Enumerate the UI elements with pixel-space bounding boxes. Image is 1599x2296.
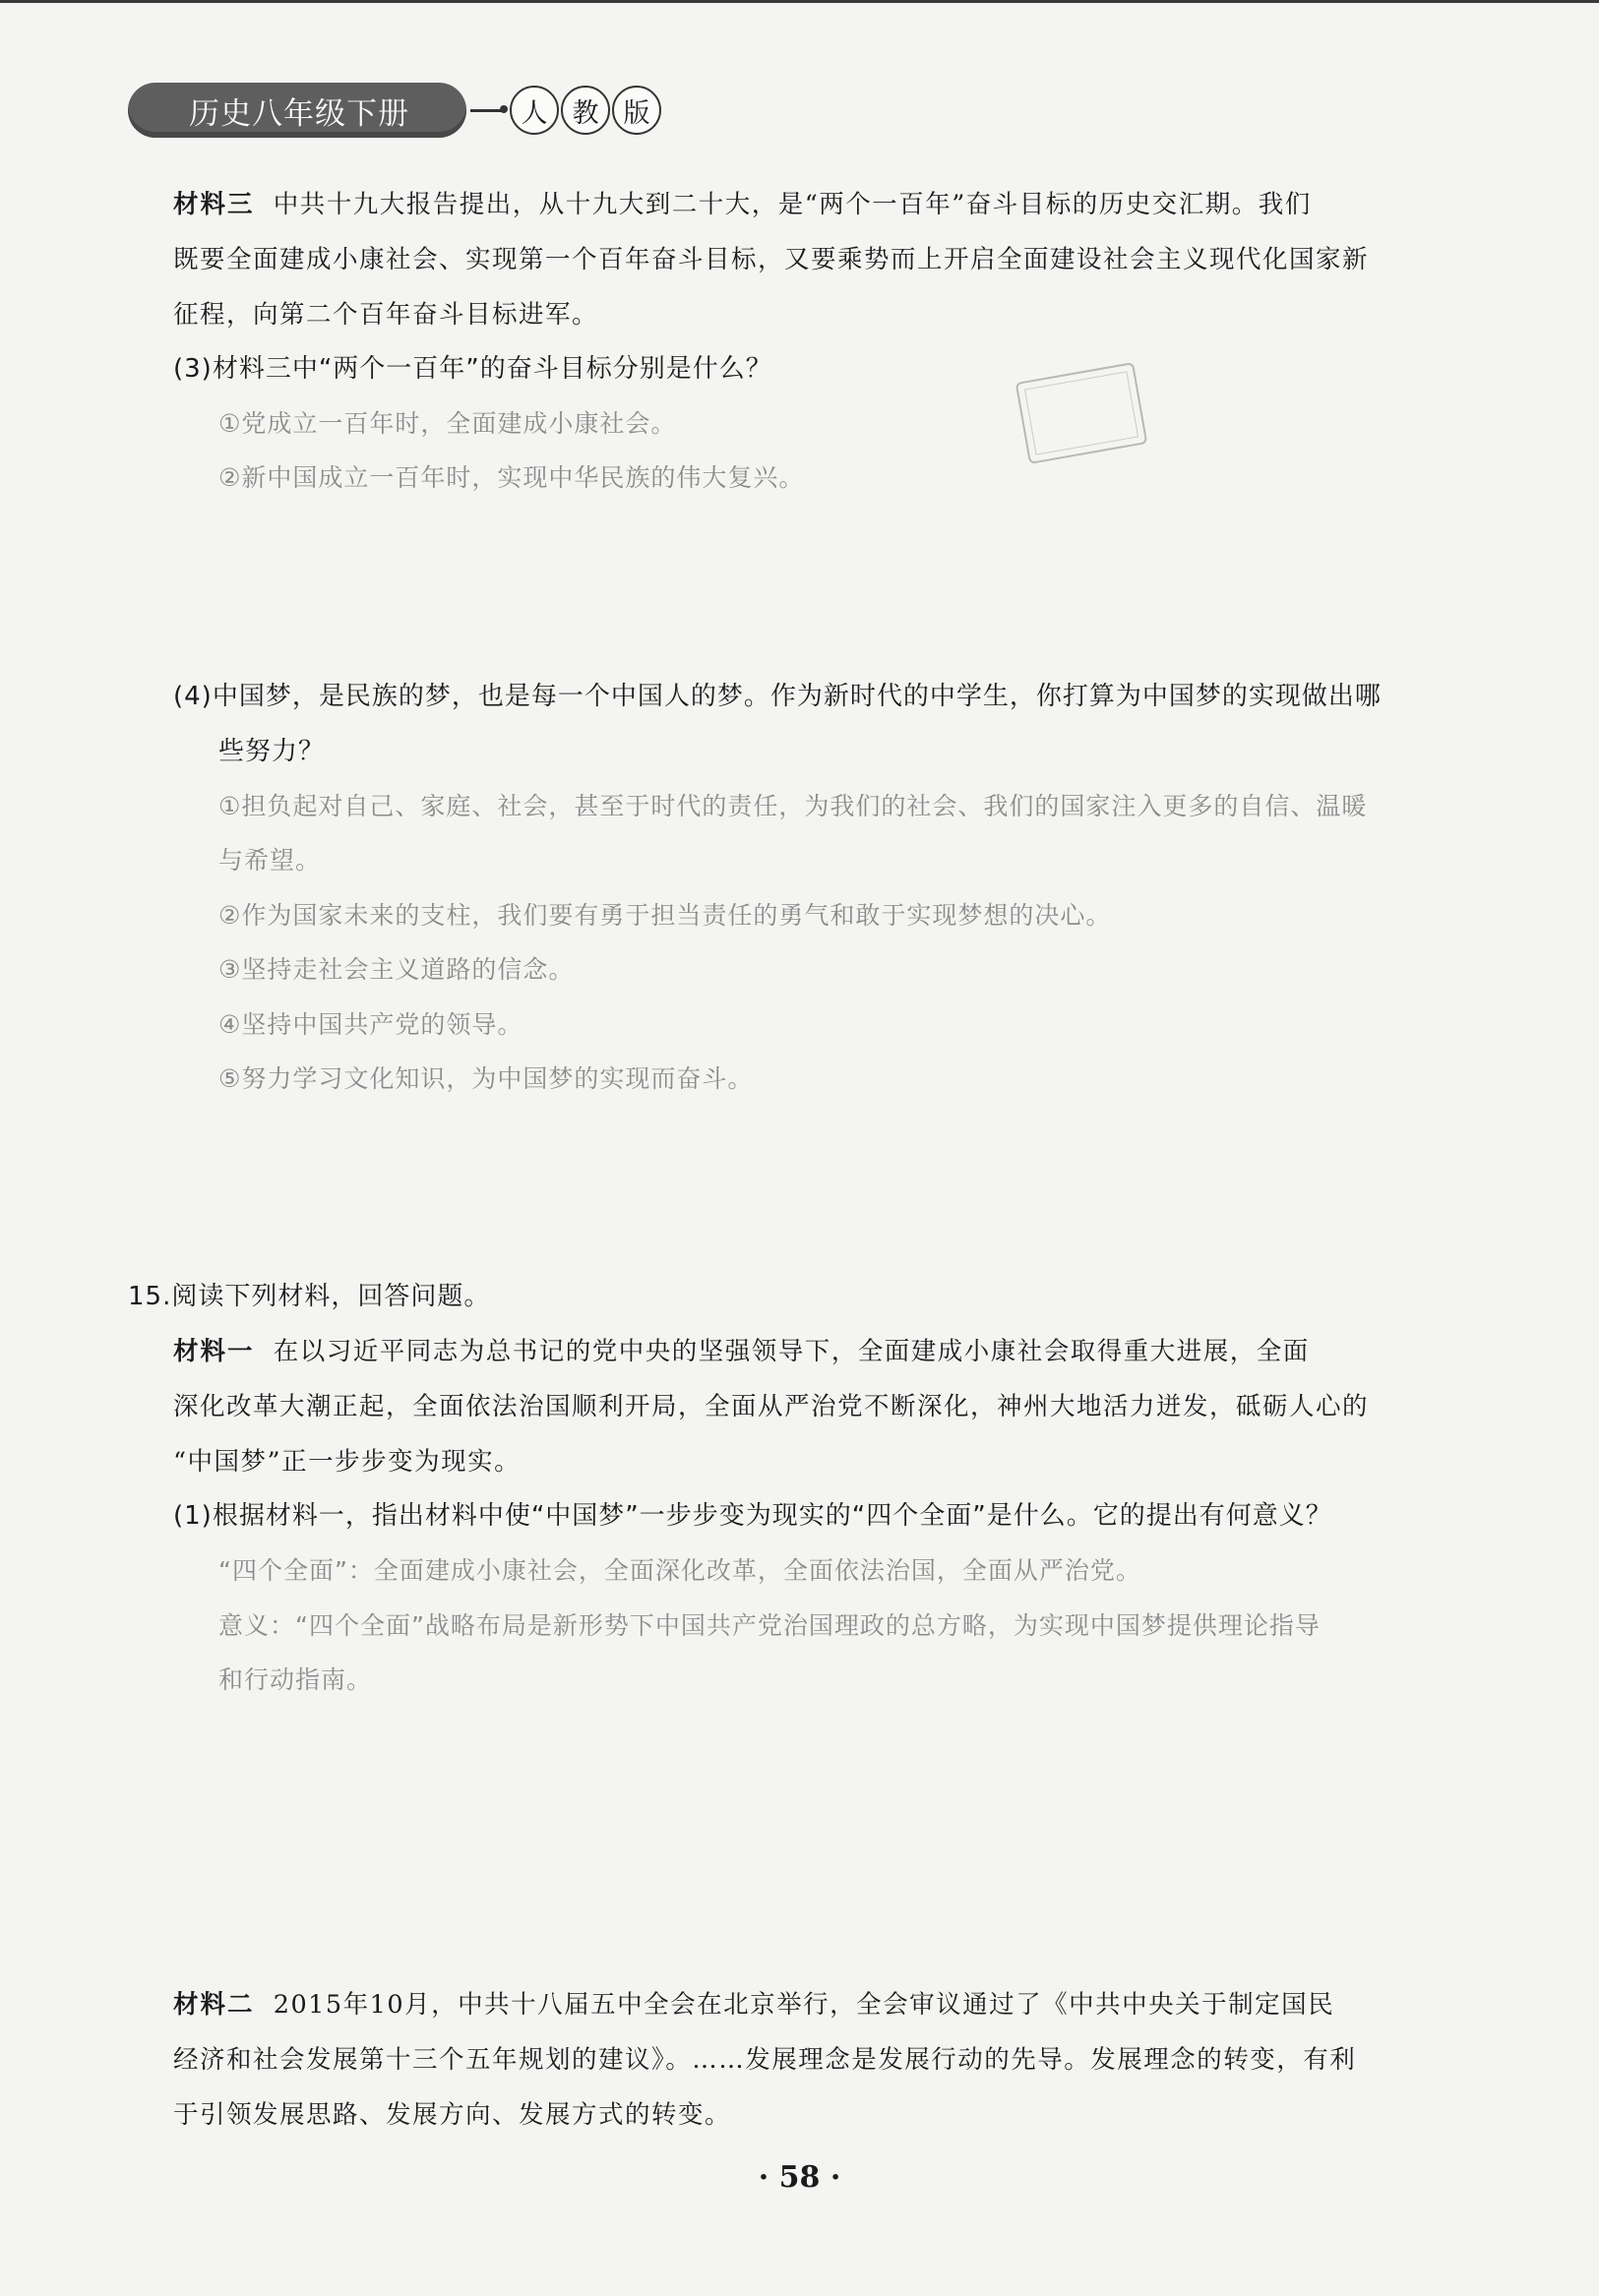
material2-line3: 于引领发展思路、发展方向、发展方式的转变。 <box>173 2100 732 2130</box>
answer-4-3: ③坚持走社会主义道路的信念。 <box>218 955 575 984</box>
material3-line2: 既要全面建成小康社会、实现第一个百年奋斗目标，又要乘势而上开启全面建设社会主义现代化国家新 <box>173 245 1370 274</box>
material3-label: 材料三 <box>173 190 255 219</box>
answer-15-1-2-line1: 意义：“四个全面”战略布局是新形势下中国共产党治国理政的总方略，为实现中国梦提供理论指导 <box>218 1611 1321 1640</box>
material1-label: 材料一 <box>173 1337 255 1366</box>
answer-15-1-2-line2: 和行动指南。 <box>218 1665 373 1694</box>
material2-line1 <box>173 1977 1452 2032</box>
page-number: · 58 · <box>758 2160 841 2195</box>
answer-4-5: ⑤努力学习文化知识，为中国梦的实现而奋斗。 <box>218 1064 754 1093</box>
answer-4-1-line1: ①担负起对自己、家庭、社会，甚至于时代的责任，为我们的社会、我们的国家注入更多的自信、温暖 <box>218 792 1368 820</box>
material1-line3: “中国梦”正一步步变为现实。 <box>173 1447 522 1477</box>
answer-4-2: ②作为国家未来的支柱，我们要有勇于担当责任的勇气和敢于实现梦想的决心。 <box>218 901 1112 930</box>
top-border <box>0 0 1599 3</box>
answer-3-2: ②新中国成立一百年时，实现中华民族的伟大复兴。 <box>218 463 805 492</box>
header-connector <box>470 109 504 112</box>
material1-line1 <box>173 1324 1452 1379</box>
question-15-title: 15.阅读下列材料，回答问题。 <box>128 1282 491 1311</box>
answer-4-1-line2: 与希望。 <box>218 846 322 875</box>
material3-text: 中共十九大报告提出，从十九大到二十大，是“两个一百年”奋斗目标的历史交汇期。我们 <box>273 190 1312 219</box>
material2-line2: 经济和社会发展第十三个五年规划的建议》。……发展理念是发展行动的先导。发展理念的转变，有利 <box>173 2045 1357 2075</box>
question-15-1: (1)根据材料一，指出材料中使“中国梦”一步步变为现实的“四个全面”是什么。它的提出有何意义？ <box>173 1501 1332 1531</box>
material3-line3: 征程，向第二个百年奋斗目标进军。 <box>173 300 599 330</box>
page-header <box>128 81 663 140</box>
answer-15-1-1: “四个全面”：全面建成小康社会，全面深化改革，全面依法治国，全面从严治党。 <box>218 1556 1141 1585</box>
book-title <box>128 83 466 138</box>
question-4-line2: 些努力？ <box>218 737 326 766</box>
material1-line2: 深化改革大潮正起，全面依法治国顺利开局，全面从严治党不断深化，神州大地活力迸发，砥砺人心的 <box>173 1392 1370 1421</box>
book-title-text: 历史八年级下册 <box>189 95 409 132</box>
edition-badge: 人 <box>510 86 559 135</box>
material3-line1 <box>173 177 1452 232</box>
question-3: (3)材料三中“两个一百年”的奋斗目标分别是什么？ <box>173 354 772 384</box>
edition-badges <box>510 86 663 135</box>
homework-stamp <box>1015 362 1148 464</box>
edition-badge: 教 <box>561 86 610 135</box>
question-4-line1: (4)中国梦，是民族的梦，也是每一个中国人的梦。作为新时代的中学生，你打算为中国梦的实现做出哪 <box>173 682 1382 711</box>
answer-3-1: ①党成立一百年时，全面建成小康社会。 <box>218 409 677 438</box>
material2-text: 2015年10月，中共十八届五中全会在北京举行，全会审议通过了《中共中央关于制定国民 <box>273 1990 1335 2020</box>
material1-text: 在以习近平同志为总书记的党中央的坚强领导下，全面建成小康社会取得重大进展，全面 <box>273 1337 1310 1366</box>
answer-4-4: ④坚持中国共产党的领导。 <box>218 1010 523 1039</box>
material2-label: 材料二 <box>173 1990 255 2020</box>
edition-badge: 版 <box>612 86 661 135</box>
